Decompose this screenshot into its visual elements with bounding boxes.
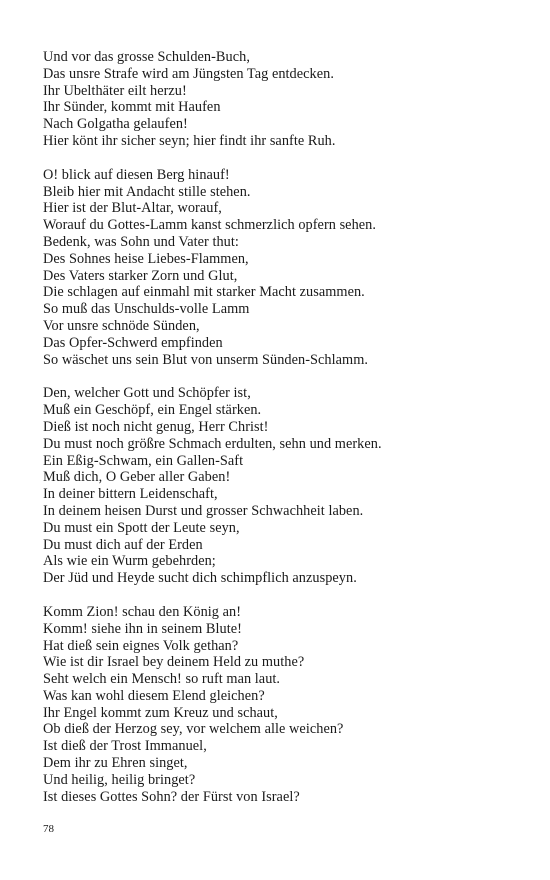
verse-line: Den, welcher Gott und Schöpfer ist, <box>43 385 251 402</box>
verse-line: In deiner bittern Leidenschaft, <box>43 486 218 503</box>
verse-line: Vor unsre schnöde Sünden, <box>43 317 200 334</box>
verse-line: Und vor das grosse Schulden-Buch, <box>43 49 250 65</box>
verse-line: Ihr Engel kommt zum Kreuz und schaut, <box>43 704 278 721</box>
verse-line: Nach Golgatha gelaufen! <box>43 116 188 133</box>
poem-body <box>43 49 523 822</box>
verse-line: Das unsre Strafe wird am Jüngsten Tag entdecken. <box>43 65 334 82</box>
verse-line: In deinem heisen Durst und grosser Schwachheit laben. <box>43 502 364 519</box>
verse-line: So muß das Unschulds-volle Lamm <box>43 301 250 318</box>
verse-line: Hier könt ihr sicher seyn; hier findt ihr sanfte Ruh. <box>43 132 336 149</box>
verse-line: Ist dieses Gottes Sohn? der Fürst von Israel? <box>43 788 300 805</box>
verse-line: Das Opfer-Schwerd empfinden <box>43 334 223 351</box>
verse-line: So wäschet uns sein Blut von unserm Sünden-Schlamm. <box>43 351 368 368</box>
verse-line: Dem ihr zu Ehren singet, <box>43 755 188 772</box>
verse-line: Hat dieß sein eignes Volk gethan? <box>43 637 239 654</box>
verse-line: Hier ist der Blut-Altar, worauf, <box>43 200 222 217</box>
stanza-2 <box>43 167 523 369</box>
verse-line: Des Sohnes heise Liebes-Flammen, <box>43 250 249 267</box>
verse-line: Muß dich, O Geber aller Gaben! <box>43 469 231 486</box>
stanza-1 <box>43 49 523 150</box>
stanza-4 <box>43 604 523 806</box>
verse-line: Was kan wohl diesem Elend gleichen? <box>43 687 265 704</box>
verse-line: Komm! siehe ihn in seinem Blute! <box>43 620 242 637</box>
verse-line: Als wie ein Wurm gebehrden; <box>43 553 216 570</box>
verse-line: Ein Eßig-Schwam, ein Gallen-Saft <box>43 452 244 469</box>
verse-line: Ihr Ubelthäter eilt herzu! <box>43 82 187 99</box>
verse-line: Dieß ist noch nicht genug, Herr Christ! <box>43 418 269 435</box>
verse-line: Du must ein Spott der Leute seyn, <box>43 519 240 536</box>
verse-line: O! blick auf diesen Berg hinauf! <box>43 166 230 183</box>
verse-line: Komm Zion! schau den König an! <box>43 603 242 620</box>
verse-line: Ihr Sünder, kommt mit Haufen <box>43 99 221 116</box>
verse-line: Bleib hier mit Andacht stille stehen. <box>43 183 251 200</box>
page-number: 78 <box>43 823 54 835</box>
verse-line: Des Vaters starker Zorn und Glut, <box>43 267 238 284</box>
verse-line: Du must noch größre Schmach erdulten, sehn und merken. <box>43 435 382 452</box>
verse-line: Worauf du Gottes-Lamm kanst schmerzlich opfern sehen. <box>43 217 376 234</box>
stanza-3 <box>43 385 523 587</box>
verse-line: Und heilig, heilig bringet? <box>43 771 196 788</box>
verse-line: Der Jüd und Heyde sucht dich schimpflich anzuspeyn. <box>43 570 357 587</box>
verse-line: Du must dich auf der Erden <box>43 536 203 553</box>
verse-line: Muß ein Geschöpf, ein Engel stärken. <box>43 402 262 419</box>
verse-line: Seht welch ein Mensch! so ruft man laut. <box>43 671 281 688</box>
verse-line: Wie ist dir Israel bey deinem Held zu muthe? <box>43 654 305 671</box>
verse-line: Ist dieß der Trost Immanuel, <box>43 738 207 755</box>
verse-line: Die schlagen auf einmahl mit starker Macht zusammen. <box>43 284 365 301</box>
verse-line: Bedenk, was Sohn und Vater thut: <box>43 233 239 250</box>
verse-line: Ob dieß der Herzog sey, vor welchem alle weichen? <box>43 721 344 738</box>
